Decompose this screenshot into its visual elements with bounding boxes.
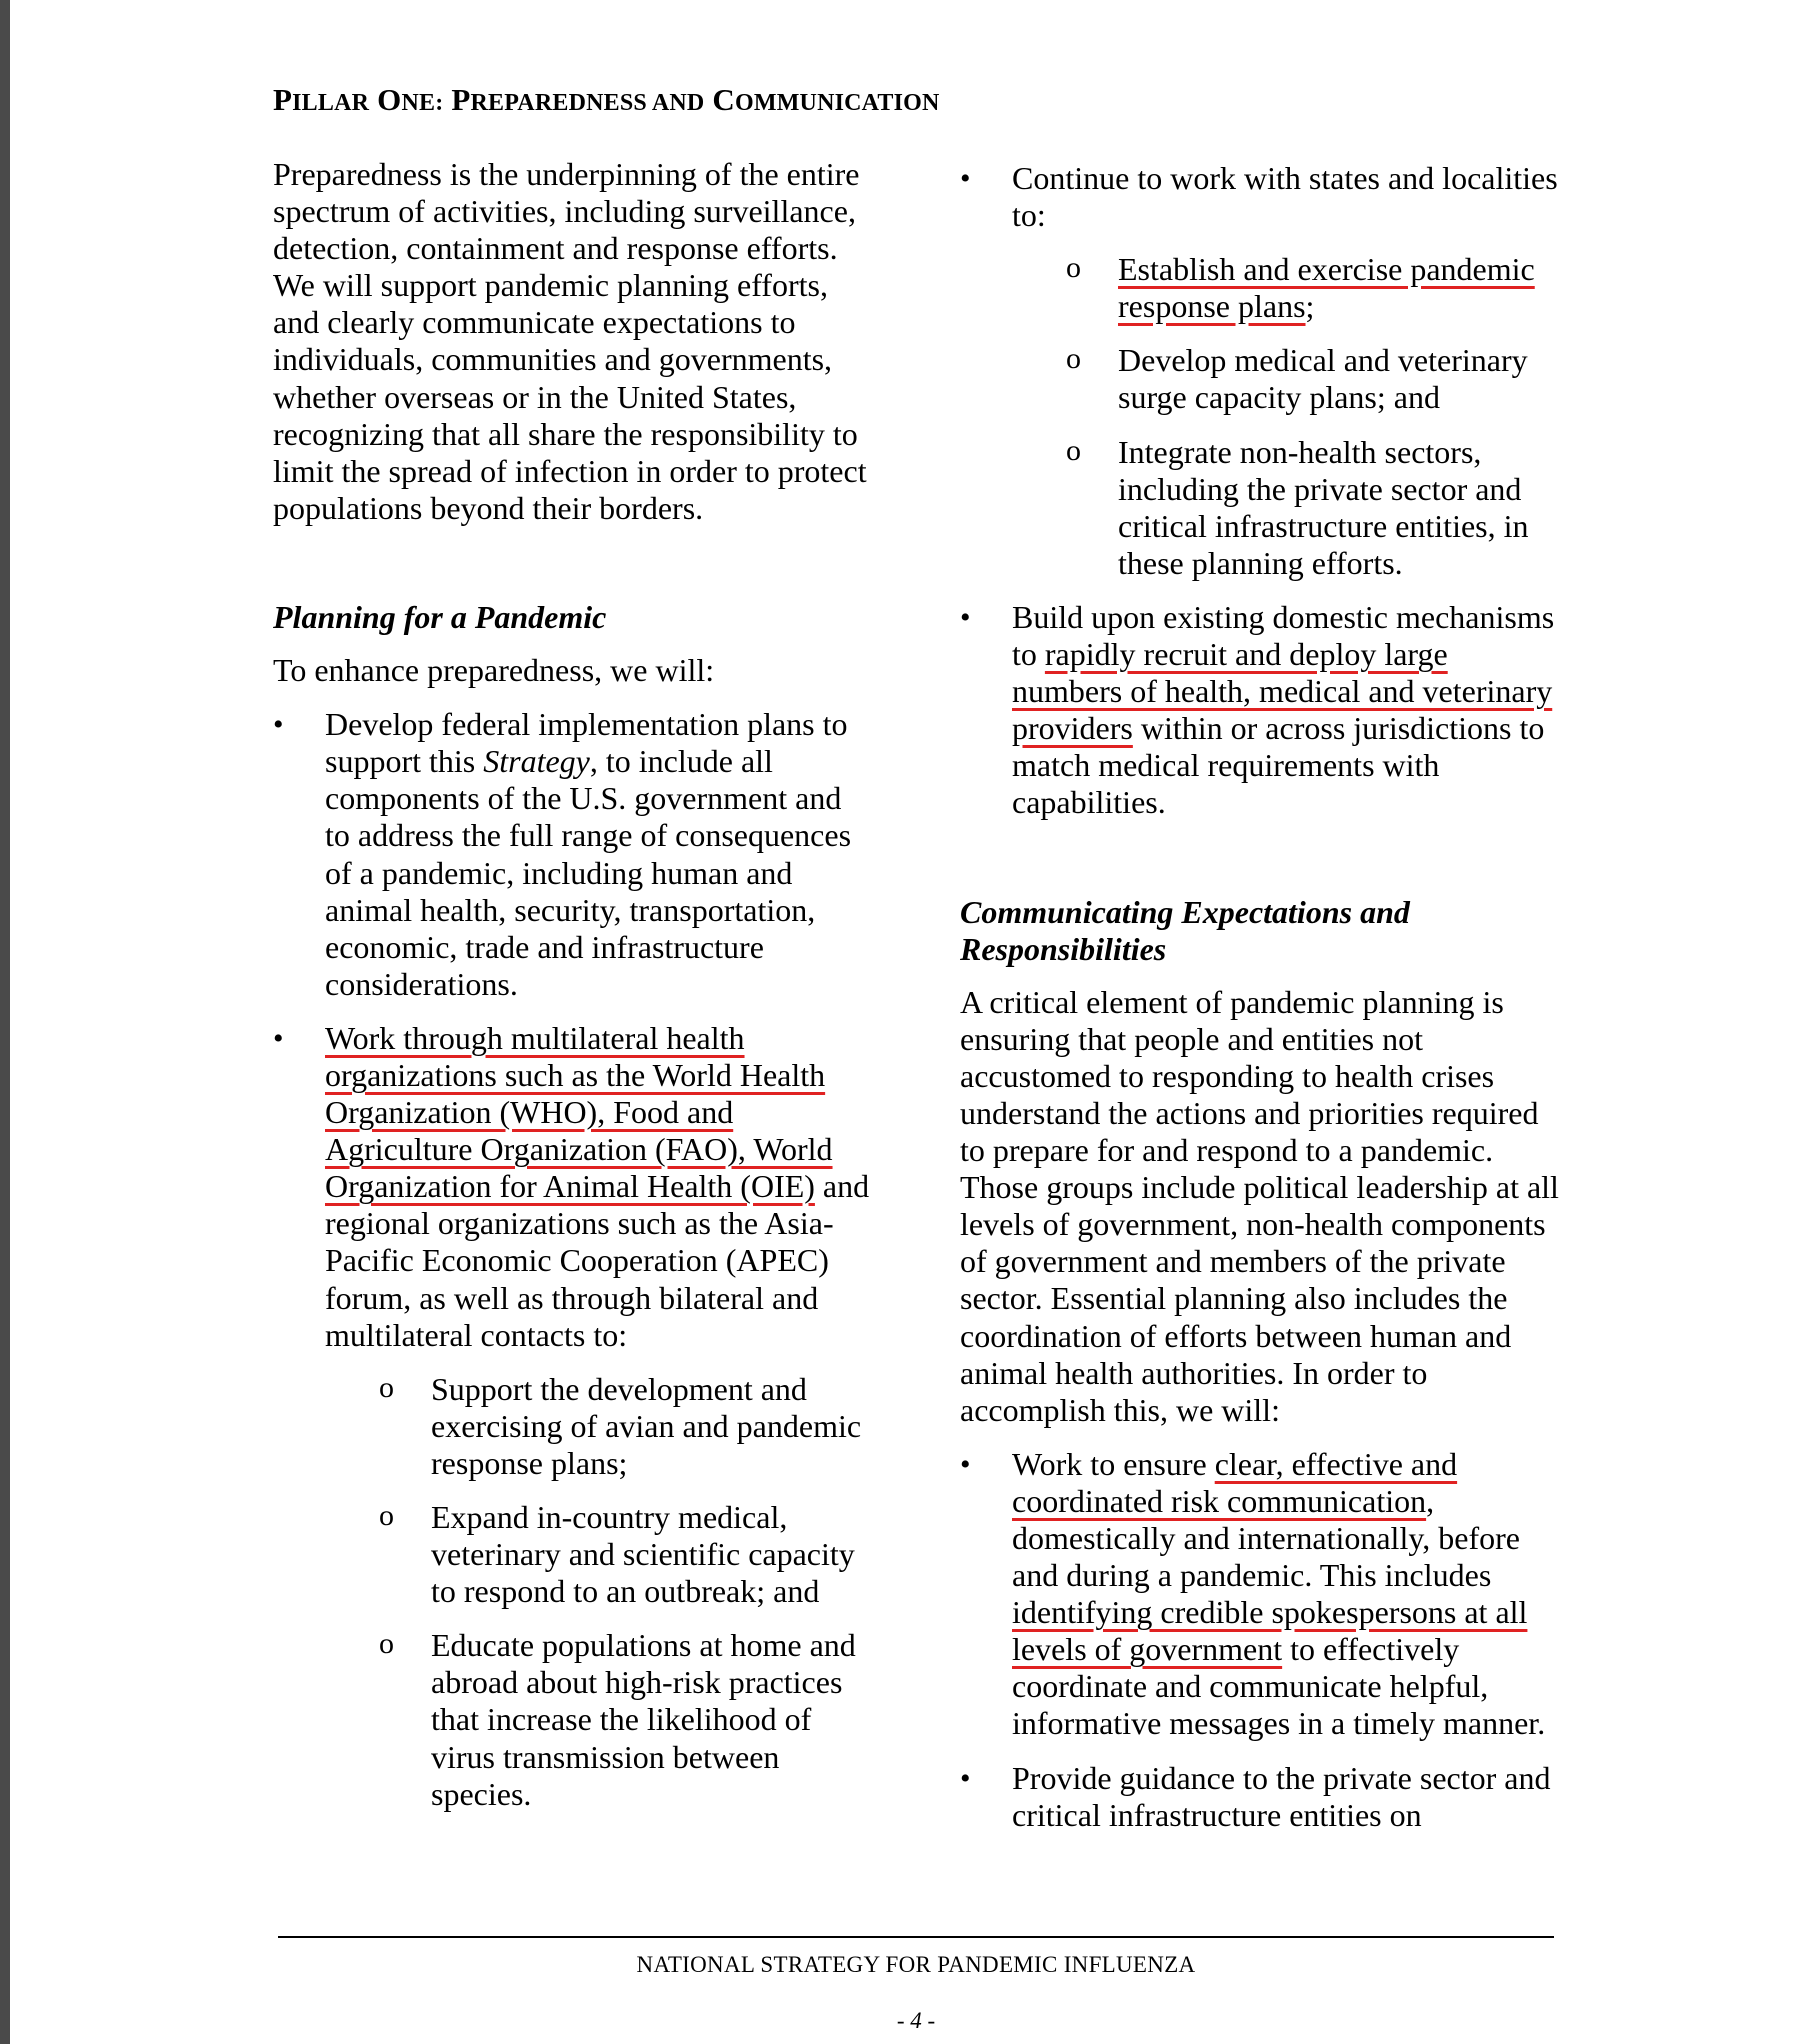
- list-item: • Work through multilateral health organizations such as the World Health Organization (WHO), Food and Agriculture Organization (FAO), World Organization for Animal Health (OIE) and regional organizations such as the Asia-Pacific Economic Cooperation (APEC) forum, as well as through bilateral and multilateral contacts to: o Support the development and exercising of avian and pandemic response plans; o Expand in-country medical, veterinary and scientific capacity to respond to an outbreak; and o Educate populations at home and abroad about high-risk practices that increase the likelihood of virus transmission between species.: [273, 1020, 873, 1813]
- sub-list-item: o Develop medical and veterinary surge capacity plans; and: [1118, 342, 1560, 416]
- page-number: - 4 -: [896, 2008, 936, 2033]
- planning-heading: Planning for a Pandemic: [273, 598, 607, 635]
- list-item: • Provide guidance to the private sector and critical infrastructure entities on: [960, 1760, 1560, 1834]
- right-list-top: [960, 160, 1560, 822]
- planning-lead: To enhance preparedness, we will:: [273, 652, 715, 689]
- left-column: [273, 156, 873, 1813]
- sub-list: [431, 1371, 873, 1813]
- list-item: • Work to ensure clear, effective and coordinated risk communication, domestically and internationally, before and during a pandemic. This includes identifying credible spokespersons at all levels of government to effectively coordinate and communicate helpful, informative messages in a timely manner.: [960, 1446, 1560, 1743]
- sub-list-item: o Establish and exercise pandemic response plans;: [1118, 251, 1560, 325]
- sub-list-item: o Integrate non-health sectors, including the private sector and critical infrastructure entities, in these planning efforts.: [1118, 434, 1560, 582]
- right-column: [960, 160, 1560, 1834]
- list-item: • Continue to work with states and localities to: o Establish and exercise pandemic response plans; o Develop medical and veterinary surge capacity plans; and o Integrate non-health sectors, including the private sector and critical infrastructure entities, in these planning efforts.: [960, 160, 1560, 582]
- underlined-text: rapidly recruit and deploy large numbers of health, medical and veterinary providers: [1012, 636, 1553, 747]
- right-list-bottom: [960, 1446, 1560, 1834]
- intro-paragraph: Preparedness is the underpinning of the entire spectrum of activities, including surveillance, detection, containment and response efforts. We will support pandemic planning efforts, and clearly communicate expectations to individuals, communities and governments, whether overseas or in the United States, recognizing that all share the responsibility to limit the spread of infection in order to protect populations beyond their borders.: [273, 156, 867, 526]
- footer-title: NATIONAL STRATEGY FOR PANDEMIC INFLUENZA: [636, 1952, 1196, 1977]
- list-item: • Develop federal implementation plans to support this Strategy, to include all components of the U.S. government and to address the full range of consequences of a pandemic, including human and animal health, security, transportation, economic, trade and infrastructure considerations.: [273, 706, 873, 1003]
- footer-rule: [278, 1936, 1554, 1938]
- underlined-text: Work through multilateral health organizations such as the World Health Organization (WHO), Food and Agriculture Organization (FAO), World Organization for Animal Health (OIE): [325, 1019, 833, 1205]
- underlined-text: identifying credible spokespersons at all levels of government: [1012, 1594, 1528, 1668]
- underlined-text: Establish and exercise pandemic response plans: [1118, 251, 1535, 325]
- sub-list-item: o Support the development and exercising of avian and pandemic response plans;: [431, 1371, 873, 1482]
- sub-list-item: o Expand in-country medical, veterinary and scientific capacity to respond to an outbreak; and: [431, 1499, 873, 1610]
- communicating-paragraph: A critical element of pandemic planning is ensuring that people and entities not accustomed to responding to health crises understand the actions and priorities required to prepare for and respond to a pandemic. Those groups include political leadership at all levels of government, non-health components of government and members of the private sector. Essential planning also includes the coordination of efforts between human and animal health authorities. In order to accomplish this, we will:: [960, 983, 1559, 1428]
- communicating-heading: Communicating Expectations and Responsibilities: [960, 893, 1410, 967]
- planning-list: [273, 706, 873, 1813]
- document-page: [10, 0, 1806, 2044]
- viewer-edge: [0, 0, 10, 2044]
- sub-list-item: o Educate populations at home and abroad about high-risk practices that increase the likelihood of virus transmission between species.: [431, 1627, 873, 1812]
- list-item: • Build upon existing domestic mechanisms to rapidly recruit and deploy large numbers of health, medical and veterinary providers within or across jurisdictions to match medical requirements with capabilities.: [960, 599, 1560, 822]
- pillar-title: PILLAR ONE: PREPAREDNESS AND COMMUNICATION: [273, 82, 940, 117]
- sub-list: [1118, 251, 1560, 582]
- underlined-text: clear, effective and coordinated risk communication: [1012, 1445, 1458, 1519]
